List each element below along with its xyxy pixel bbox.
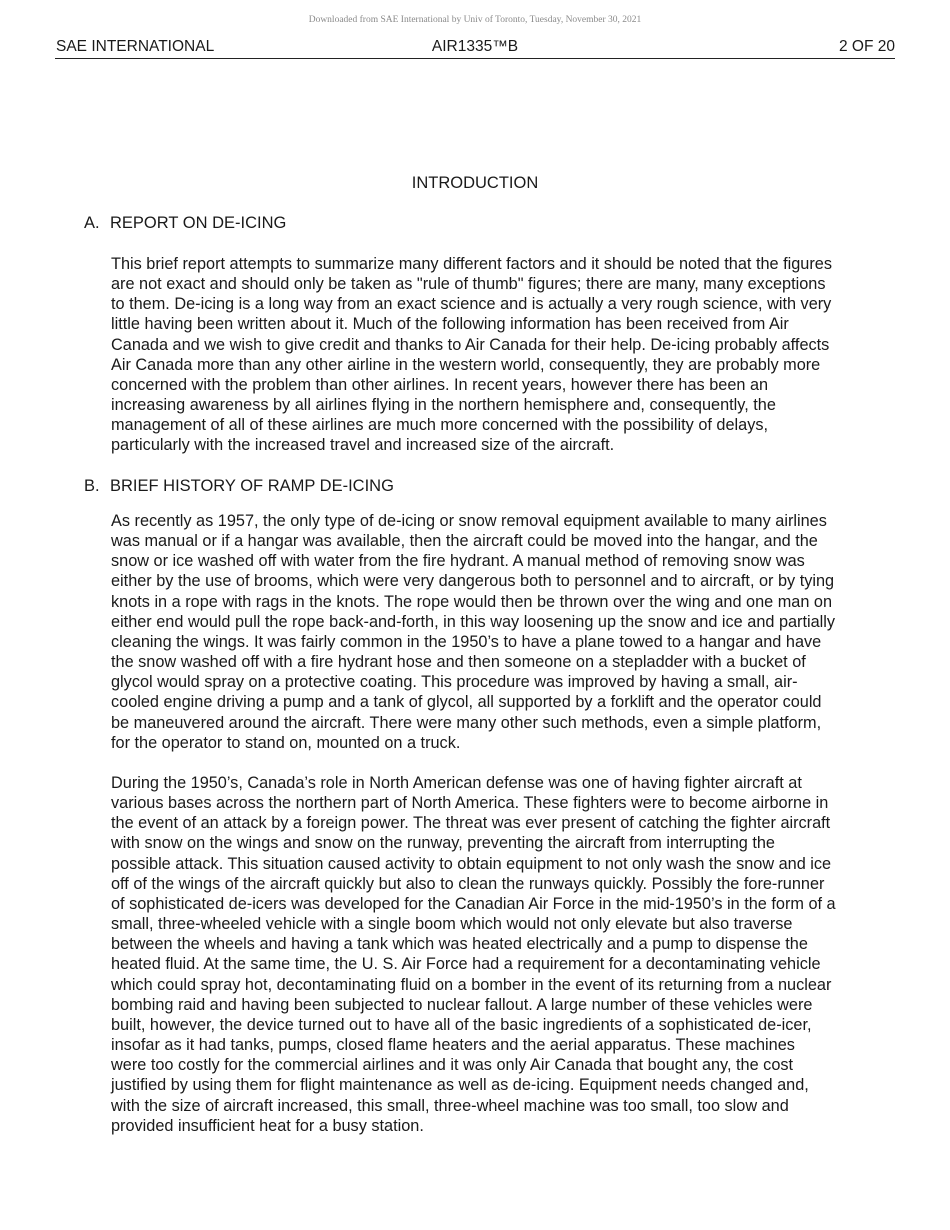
paragraph-line: justified by using them for flight maintenance as well as de-icing. Equipment needs changed and,	[111, 1076, 809, 1095]
paragraph-line: was manual or if a hangar was available, then the aircraft could be moved into the hangar, and the	[111, 532, 818, 551]
paragraph-line: the snow washed off with a fire hydrant hose and then someone on a stepladder with a bucket of	[111, 653, 806, 672]
section-title: REPORT ON DE-ICING	[110, 214, 287, 232]
header-page-number: 2 OF 20	[839, 38, 895, 55]
paragraph-line: with the size of aircraft increased, this small, three-wheel machine was too small, too slow and	[111, 1096, 789, 1115]
paragraph-line: various bases across the northern part of North America. These fighters were to become airborne in	[111, 794, 829, 813]
paragraph-line: heated fluid. At the same time, the U. S. Air Force had a requirement for a decontaminating vehicle	[111, 955, 821, 974]
paragraph-line: snow or ice washed off with water from the fire hydrant. A manual method of removing snow was	[111, 552, 805, 571]
paragraph-line: for the operator to stand on, mounted on a truck.	[111, 733, 461, 752]
paragraph-line: knots in a rope with rags in the knots. The rope would then be thrown over the wing and one man on	[111, 592, 833, 611]
paragraph-line: insofar as it had tanks, pumps, closed flame heaters and the aerial apparatus. These machines	[111, 1036, 795, 1055]
paragraph-line: This brief report attempts to summarize many different factors and it should be noted that the figures	[111, 255, 832, 273]
paragraph-line: Air Canada more than any other airline in the western world, consequently, they are probably more	[111, 355, 821, 374]
paragraph-line: Canada and we wish to give credit and thanks to Air Canada for their help. De-icing probably affects	[111, 335, 830, 354]
paragraph-line: bombing raid and having been subjected to nuclear fallout. A large number of these vehicles were	[111, 995, 813, 1014]
paragraph-b2	[111, 773, 871, 1136]
paragraph-line: particularly with the increased travel and increased size of the aircraft.	[111, 436, 615, 455]
paragraph-line: As recently as 1957, the only type of de-icing or snow removal equipment available to many airlines	[111, 512, 827, 530]
paragraph-line: be maneuvered around the aircraft. There were many other such methods, even a simple platform,	[111, 713, 822, 732]
paragraph-line: During the 1950’s, Canada’s role in North American defense was one of having fighter aircraft at	[111, 774, 802, 792]
section-title: BRIEF HISTORY OF RAMP DE-ICING	[110, 477, 394, 495]
section-heading-b	[84, 476, 394, 496]
section-letter: B.	[84, 477, 100, 495]
paragraph-line: which could spray hot, decontaminating fluid on a bomber in the event of its returning from a nuclear	[111, 975, 832, 994]
paragraph-line: glycol would spray on a protective coating. This procedure was improved by having a small, air-	[111, 673, 798, 692]
paragraph-line: cooled engine driving a pump and a tank of glycol, all supported by a forklift and the operator could	[111, 693, 822, 712]
page-title: INTRODUCTION	[411, 174, 539, 192]
paragraph-a1	[111, 254, 871, 456]
paragraph-line: either by the use of brooms, which were very dangerous both to personnel and to aircraft, or by tying	[111, 572, 835, 591]
paragraph-line: were too costly for the commercial airlines and it was only Air Canada that bought any, the cost	[111, 1056, 794, 1075]
paragraph-line: either end would pull the rope back-and-forth, in this way loosening up the snow and ice and partially	[111, 612, 836, 631]
paragraph-line: increasing awareness by all airlines flying in the northern hemisphere and, consequently, the	[111, 396, 776, 415]
paragraph-line: possible attack. This situation caused activity to obtain equipment to not only wash the snow and ice	[111, 854, 832, 873]
paragraph-line: little having been written about it. Much of the following information has been received from Air	[111, 315, 789, 334]
paragraph-line: the event of an attack by a foreign power. The threat was ever present of catching the fighter aircraft	[111, 814, 831, 833]
download-watermark: Downloaded from SAE International by Univ of Toronto, Tuesday, November 30, 2021	[308, 15, 642, 25]
section-heading-a	[84, 213, 286, 233]
paragraph-line: small, three-wheeled vehicle with a single boom which would not only elevate but also traverse	[111, 915, 793, 934]
paragraph-line: between the wheels and having a tank which was heated electrically and a pump to dispense the	[111, 935, 808, 954]
section-letter: A.	[84, 214, 100, 232]
header-document-number: AIR1335™B	[431, 38, 519, 55]
paragraph-line: with snow on the wings and snow on the runway, preventing the aircraft from interrupting the	[111, 834, 775, 853]
paragraph-line: management of all of these airlines are much more concerned with the possibility of delays,	[111, 416, 769, 435]
paragraph-line: provided insufficient heat for a busy station.	[111, 1116, 424, 1135]
paragraph-line: to them. De-icing is a long way from an exact science and is actually a very rough science, with very	[111, 295, 832, 314]
paragraph-line: off of the wings of the aircraft quickly but also to clean the runways quickly. Possibly the fore-runner	[111, 874, 825, 893]
paragraph-line: are not exact and should only be taken as "rule of thumb" figures; there are many, many exceptions	[111, 275, 826, 294]
paragraph-line: concerned with the problem than other airlines. In recent years, however there has been an	[111, 375, 769, 394]
header-organization: SAE INTERNATIONAL	[56, 38, 215, 55]
page-header	[55, 38, 895, 59]
paragraph-line: built, however, the device turned out to have all of the basic ingredients of a sophisticated de-icer,	[111, 1015, 812, 1034]
paragraph-line: of sophisticated de-icers was developed for the Canadian Air Force in the mid-1950’s in the form of a	[111, 894, 836, 913]
paragraph-b1	[111, 511, 871, 753]
paragraph-line: cleaning the wings. It was fairly common in the 1950’s to have a plane towed to a hangar and have	[111, 632, 822, 651]
